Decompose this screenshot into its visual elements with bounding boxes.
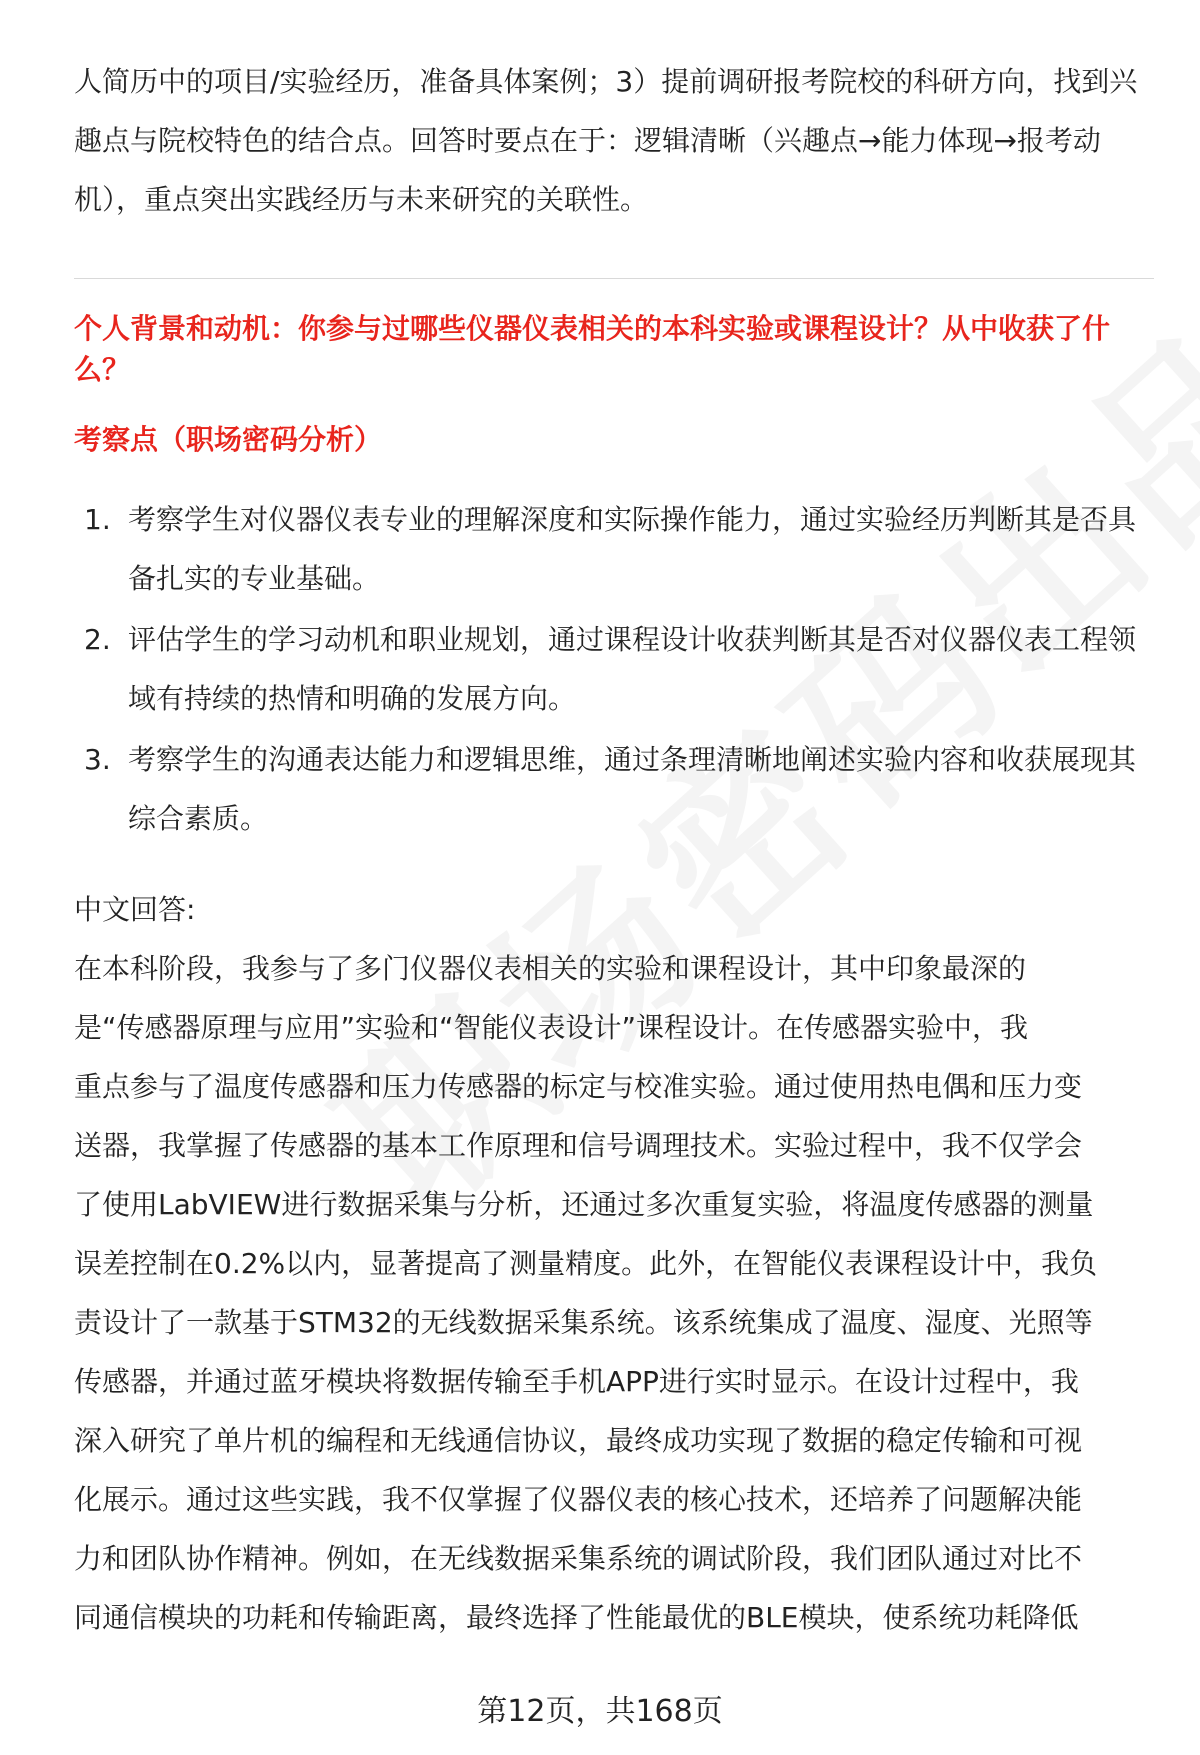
answer-line: 误差控制在0.2%以内，显著提高了测量精度。此外，在智能仪表课程设计中，我负 — [74, 1247, 1098, 1280]
answer-line: 送器，我掌握了传感器的基本工作原理和信号调理技术。实验过程中，我不仅学会 — [74, 1129, 1083, 1162]
list-item-number: 1. — [84, 503, 111, 536]
answer-line: 同通信模块的功耗和传输距离，最终选择了性能最优的BLE模块，使系统功耗降低 — [74, 1601, 1079, 1634]
answer-line: 了使用LabVIEW进行数据采集与分析，还通过多次重复实验，将温度传感器的测量 — [74, 1188, 1094, 1221]
answer-line: 在本科阶段，我参与了多门仪器仪表相关的实验和课程设计，其中印象最深的 — [74, 952, 1027, 985]
list-item — [74, 490, 1154, 608]
list-item — [74, 610, 1154, 728]
answer-line: 责设计了一款基于STM32的无线数据采集系统。该系统集成了温度、湿度、光照等 — [74, 1306, 1093, 1339]
answer-line: 传感器，并通过蓝牙模块将数据传输至手机APP进行实时显示。在设计过程中，我 — [74, 1365, 1079, 1398]
list-item-number: 3. — [84, 743, 111, 776]
list-item-text: 考察学生对仪器仪表专业的理解深度和实际操作能力，通过实验经历判断其是否具备扎实的专业基础。 — [128, 503, 1137, 595]
question-heading: 个人背景和动机：你参与过哪些仪器仪表相关的本科实验或课程设计？从中收获了什么？ — [74, 312, 1111, 386]
intro-paragraph: 人简历中的项目/实验经历，准备具体案例；3）提前调研报考院校的科研方向，找到兴趣点与院校特色的结合点。回答时要点在于：逻辑清晰（兴趣点→能力体现→报考动机），重点突出实践经历与未来研究的关联性。 — [74, 65, 1138, 216]
answer-line: 深入研究了单片机的编程和无线通信协议，最终成功实现了数据的稳定传输和可视 — [74, 1424, 1083, 1457]
page-number-footer: 第12页，共168页 — [477, 1694, 723, 1729]
answer-line: 重点参与了温度传感器和压力传感器的标定与校准实验。通过使用热电偶和压力变 — [74, 1070, 1083, 1103]
list-item — [74, 730, 1154, 848]
answer-line: 化展示。通过这些实践，我不仅掌握了仪器仪表的核心技术，还培养了问题解决能 — [74, 1483, 1083, 1516]
section-divider — [74, 278, 1154, 279]
answer-label: 中文回答: — [74, 893, 196, 926]
assessment-points-list — [74, 490, 1154, 850]
answer-line: 力和团队协作精神。例如，在无线数据采集系统的调试阶段，我们团队通过对比不 — [74, 1542, 1083, 1575]
section-heading: 考察点（职场密码分析） — [74, 423, 383, 456]
answer-paragraph — [74, 939, 1154, 1647]
list-item-text: 评估学生的学习动机和职业规划，通过课程设计收获判断其是否对仪器仪表工程领域有持续的热情和明确的发展方向。 — [128, 623, 1137, 715]
list-item-text: 考察学生的沟通表达能力和逻辑思维，通过条理清晰地阐述实验内容和收获展现其综合素质。 — [128, 743, 1137, 835]
answer-line: 是“传感器原理与应用”实验和“智能仪表设计”课程设计。在传感器实验中，我 — [74, 1011, 1029, 1044]
list-item-number: 2. — [84, 623, 111, 656]
